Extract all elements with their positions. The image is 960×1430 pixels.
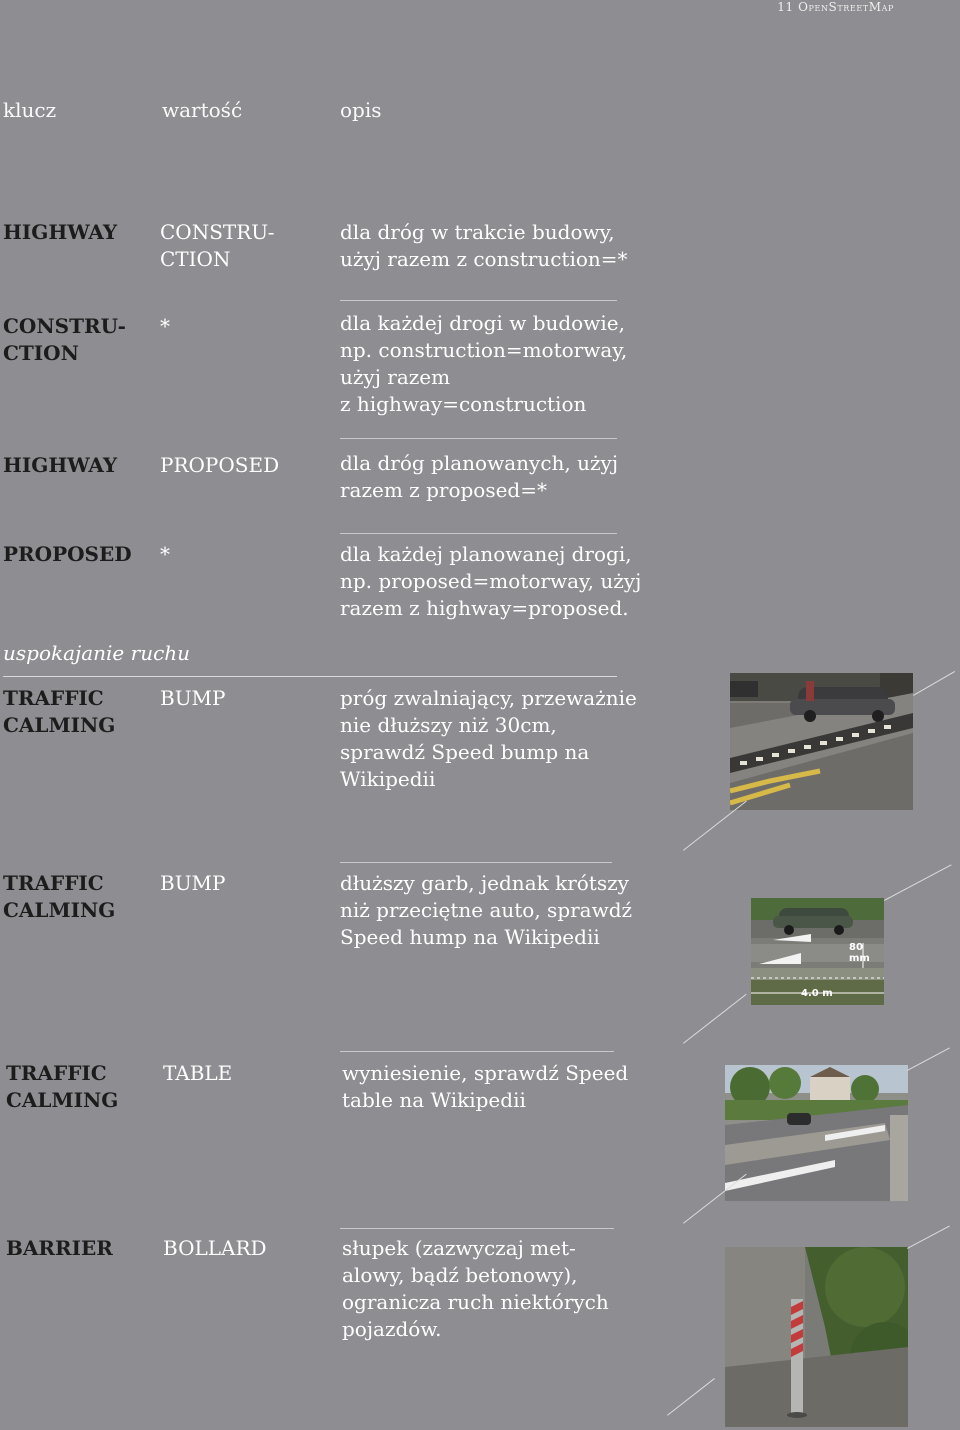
row-key: TRAFFIC CALMING <box>3 871 116 922</box>
row-key: TRAFFIC CALMING <box>6 1061 119 1112</box>
row-value: BOLLARD <box>163 1236 267 1260</box>
header-description: opis <box>340 98 382 122</box>
hump-height-label: 80 mm <box>849 942 870 964</box>
row-value: * <box>160 314 170 338</box>
speed-bump-photo <box>730 673 913 810</box>
row-divider <box>340 533 617 534</box>
decorative-line <box>907 1047 950 1070</box>
running-head: 11 OpenStreetMap <box>777 0 894 14</box>
row-description: słupek (zazwyczaj met- alowy, bądź betonowy), ogranicza ruch niektórych pojazdów. <box>342 1236 609 1341</box>
row-description: dla każdej drogi w budowie, np. construction=motorway, użyj razem z highway=construction <box>340 311 628 416</box>
row-divider <box>340 1228 614 1229</box>
row-value: PROPOSED <box>160 453 280 477</box>
row-key: HIGHWAY <box>3 453 118 477</box>
row-key: HIGHWAY <box>3 220 118 244</box>
row-description: dla dróg planowanych, użyj razem z proposed=* <box>340 451 619 502</box>
row-key: TRAFFIC CALMING <box>3 686 116 737</box>
decorative-line <box>683 801 747 851</box>
row-divider <box>340 862 612 863</box>
row-divider <box>340 300 617 301</box>
row-description: próg zwalniający, przeważnie nie dłuższy niż 30cm, sprawdź Speed bump na Wikipedii <box>340 686 637 791</box>
row-key: PROPOSED <box>3 542 132 566</box>
row-value: CONSTRU- CTION <box>160 220 275 271</box>
row-description: dla każdej planowanej drogi, np. proposed=motorway, użyj razem z highway=proposed. <box>340 542 642 620</box>
row-value: BUMP <box>160 871 226 895</box>
header-value: wartość <box>162 98 243 122</box>
row-description: wyniesienie, sprawdź Speed table na Wikipedii <box>342 1061 629 1112</box>
hump-length-label: 4.0 m <box>801 988 833 999</box>
section-title: uspokajanie ruchu <box>3 641 191 665</box>
decorative-line <box>907 1225 950 1248</box>
speed-hump-photo <box>751 898 884 1005</box>
row-description: dla dróg w trakcie budowy, użyj razem z construction=* <box>340 220 628 271</box>
row-value: * <box>160 542 170 566</box>
decorative-line <box>683 994 747 1044</box>
decorative-line <box>884 864 952 901</box>
row-divider <box>340 438 617 439</box>
row-divider <box>340 1051 614 1052</box>
row-description: dłuższy garb, jednak krótszy niż przeciętne auto, sprawdź Speed hump na Wikipedii <box>340 871 633 949</box>
speed-table-photo <box>725 1065 908 1201</box>
bollard-photo <box>725 1247 908 1427</box>
row-key: BARRIER <box>6 1236 113 1260</box>
row-value: TABLE <box>163 1061 233 1085</box>
row-key: CONSTRU- CTION <box>3 314 126 365</box>
header-key: klucz <box>3 98 57 122</box>
row-value: BUMP <box>160 686 226 710</box>
decorative-line <box>913 671 955 696</box>
section-divider <box>3 676 617 677</box>
decorative-line <box>667 1378 715 1416</box>
